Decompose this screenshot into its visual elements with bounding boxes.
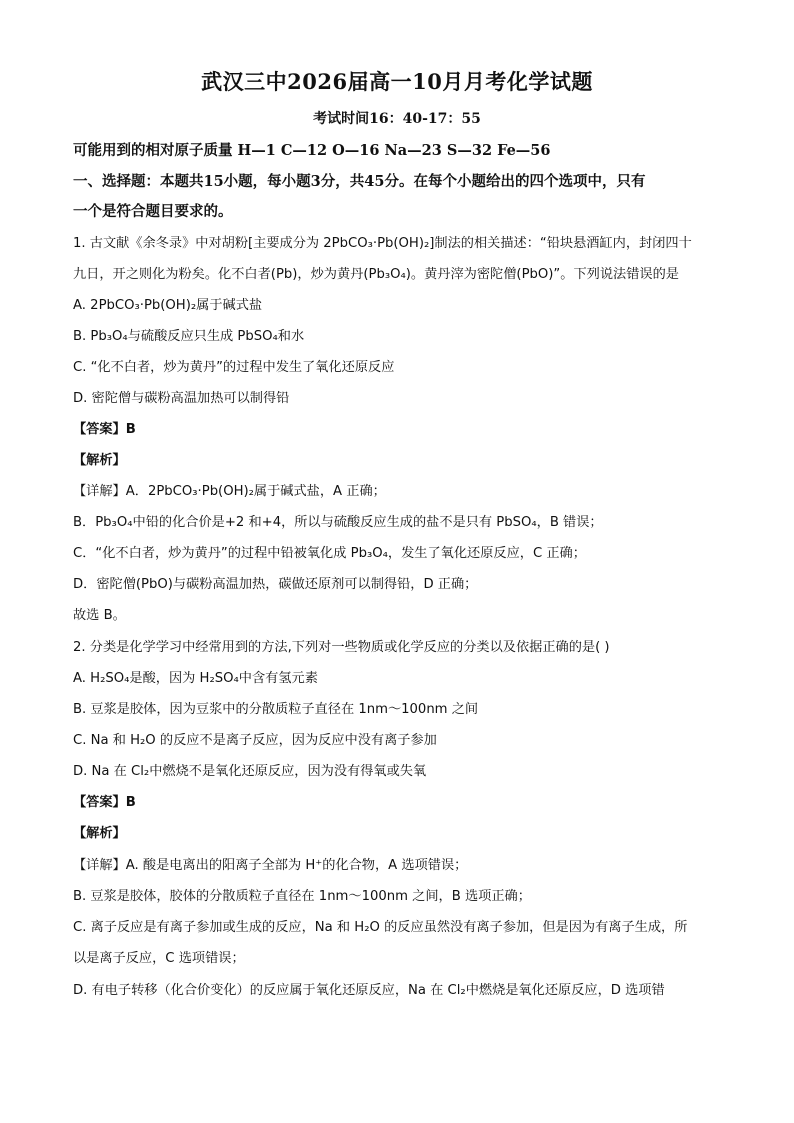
exam-time: 考试时间16：40-17：55 [313, 111, 481, 127]
question-2-detail-a: 【详解】A. 酸是电离出的阳离子全部为 H⁺的化合物，A 选项错误； [73, 858, 468, 873]
question-1-option-d: D. 密陀僧与碳粉高温加热可以制得铅 [73, 391, 290, 406]
page-title: 武汉三中2026届高一10月月考化学试题 [201, 69, 593, 94]
question-2-detail-c-line2: 以是离子反应，C 选项错误； [73, 951, 245, 966]
question-2-analysis-label: 【解析】 [73, 826, 126, 841]
question-1-option-b: B. Pb₃O₄与硫酸反应只生成 PbSO₄和水 [73, 329, 305, 344]
question-1-detail-b: B．Pb₃O₄中铅的化合价是+2 和+4，所以与硫酸反应生成的盐不是只有 PbSO₄，B 错误； [73, 515, 603, 530]
question-1-stem-line2: 九日，开之则化为粉矣。化不白者(Pb)，炒为黄丹(Pb₃O₄)。黄丹滓为密陀僧(PbO)”。下列说法错误的是 [73, 267, 679, 282]
question-1-stem-line1: 1. 古文献《余冬录》中对胡粉[主要成分为 2PbCO₃·Pb(OH)₂]制法的相关描述：“铅块悬酒缸内，封闭四十 [73, 236, 692, 251]
question-2-detail-c-line1: C. 离子反应是有离子参加或生成的反应，Na 和 H₂O 的反应虽然没有离子参加，但是因为有离子生成，所 [73, 920, 688, 935]
question-2-detail-b: B. 豆浆是胶体，胶体的分散质粒子直径在 1nm～100nm 之间，B 选项正确； [73, 889, 531, 904]
question-1-detail-a: 【详解】A．2PbCO₃·Pb(OH)₂属于碱式盐，A 正确； [73, 484, 386, 499]
question-1-analysis-label: 【解析】 [73, 453, 126, 468]
question-2-option-a: A. H₂SO₄是酸，因为 H₂SO₄中含有氢元素 [73, 671, 318, 686]
section-heading-line1: 一、选择题：本题共15小题，每小题3分，共45分。在每个小题给出的四个选项中，只有 [73, 173, 646, 190]
question-1-answer: 【答案】B [73, 422, 136, 437]
question-1-detail-c: C．“化不白者，炒为黄丹”的过程中铅被氧化成 Pb₃O₄，发生了氧化还原反应，C 正确； [73, 546, 586, 561]
question-1-option-c: C. “化不白者，炒为黄丹”的过程中发生了氧化还原反应 [73, 360, 395, 375]
question-2-option-b: B. 豆浆是胶体，因为豆浆中的分散质粒子直径在 1nm～100nm 之间 [73, 702, 479, 717]
question-2-answer: 【答案】B [73, 795, 136, 810]
question-1-conclusion: 故选 B。 [73, 608, 126, 623]
section-heading-line2: 一个是符合题目要求的。 [73, 203, 233, 220]
question-1-option-a: A. 2PbCO₃·Pb(OH)₂属于碱式盐 [73, 298, 263, 313]
question-2-detail-d: D. 有电子转移（化合价变化）的反应属于氧化还原反应，Na 在 Cl₂中燃烧是氧化还原反应，D 选项错 [73, 983, 665, 998]
question-2-option-c: C. Na 和 H₂O 的反应不是离子反应，因为反应中没有离子参加 [73, 733, 437, 748]
question-2-option-d: D. Na 在 Cl₂中燃烧不是氧化还原反应，因为没有得氧或失氧 [73, 764, 427, 779]
question-2-stem: 2. 分类是化学学习中经常用到的方法,下列对一些物质或化学反应的分类以及依据正确的是( ) [73, 640, 610, 655]
question-1-detail-d: D．密陀僧(PbO)与碳粉高温加热，碳做还原剂可以制得铅，D 正确； [73, 577, 478, 592]
atomic-mass-line: 可能用到的相对原子质量 H—1 C—12 O—16 Na—23 S—32 Fe—56 [73, 142, 551, 159]
